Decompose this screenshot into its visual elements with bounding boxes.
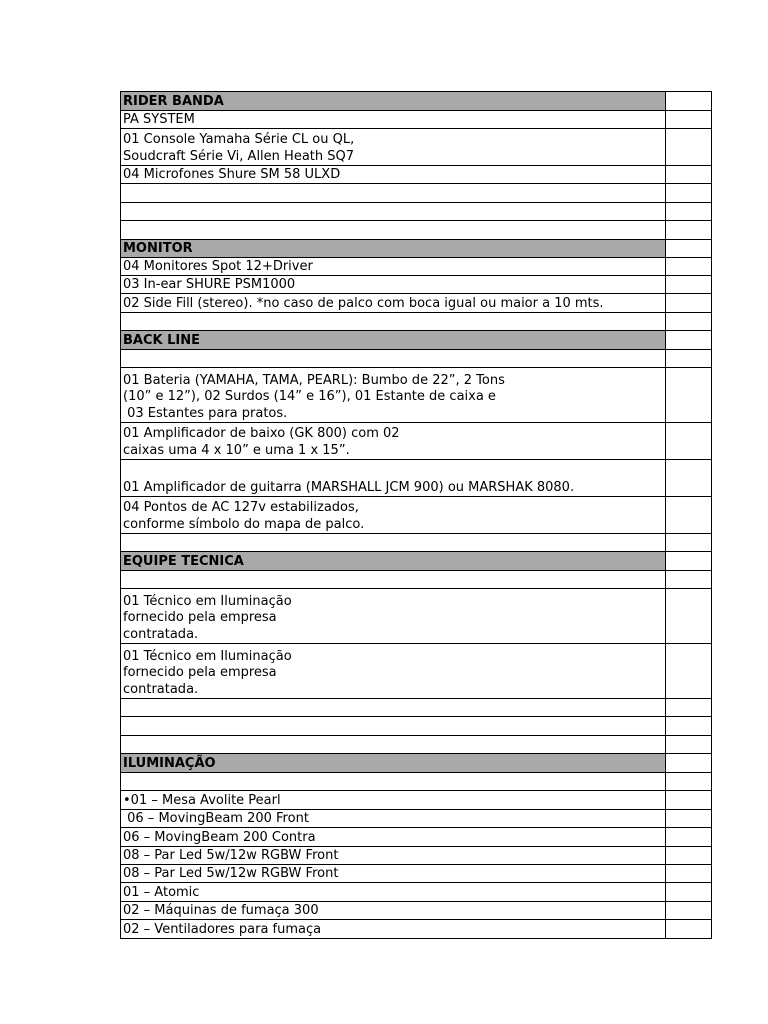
table-row — [121, 883, 712, 902]
check-cell — [666, 736, 712, 754]
item-cell: 01 Amplificador de guitarra (MARSHALL JCM 900) ou MARSHAK 8080. — [121, 460, 666, 497]
section-header-row — [121, 240, 712, 258]
check-cell — [666, 865, 712, 883]
section-header-cell: EQUIPE TECNICA — [121, 552, 666, 571]
item-cell — [121, 184, 666, 203]
check-cell — [666, 276, 712, 294]
item-cell: 01 – Atomic — [121, 883, 666, 902]
section-header-cell: RIDER BANDA — [121, 92, 666, 111]
check-cell — [666, 331, 712, 350]
item-cell: 08 – Par Led 5w/12w RGBW Front — [121, 865, 666, 883]
check-cell — [666, 828, 712, 847]
check-cell — [666, 773, 712, 791]
check-cell — [666, 92, 712, 111]
table-row — [121, 534, 712, 552]
table-row — [121, 589, 712, 644]
table-row — [121, 276, 712, 294]
item-cell: 08 – Par Led 5w/12w RGBW Front — [121, 847, 666, 865]
item-cell: 02 Side Fill (stereo). *no caso de palco com boca igual ou maior a 10 mts. — [121, 294, 666, 313]
check-cell — [666, 902, 712, 920]
table-row — [121, 368, 712, 423]
check-cell — [666, 203, 712, 221]
table-row — [121, 313, 712, 331]
check-cell — [666, 129, 712, 166]
item-cell — [121, 736, 666, 754]
check-cell — [666, 221, 712, 240]
check-cell — [666, 368, 712, 423]
check-cell — [666, 313, 712, 331]
check-cell — [666, 111, 712, 129]
section-header-cell: MONITOR — [121, 240, 666, 258]
table-row — [121, 699, 712, 717]
check-cell — [666, 240, 712, 258]
check-cell — [666, 810, 712, 828]
check-cell — [666, 920, 712, 939]
check-cell — [666, 791, 712, 810]
check-cell — [666, 460, 712, 497]
table-row — [121, 497, 712, 534]
item-cell: 06 – MovingBeam 200 Front — [121, 810, 666, 828]
table-row — [121, 258, 712, 276]
item-cell — [121, 571, 666, 589]
item-cell: 01 Amplificador de baixo (GK 800) com 02 caixas uma 4 x 10” e uma 1 x 15”. — [121, 423, 666, 460]
item-cell: PA SYSTEM — [121, 111, 666, 129]
table-row — [121, 221, 712, 240]
table-row — [121, 166, 712, 184]
rider-table — [120, 91, 712, 939]
item-cell — [121, 717, 666, 736]
item-cell: 04 Microfones Shure SM 58 ULXD — [121, 166, 666, 184]
check-cell — [666, 589, 712, 644]
section-header-cell: ILUMINAÇÃO — [121, 754, 666, 773]
item-cell: 06 – MovingBeam 200 Contra — [121, 828, 666, 847]
check-cell — [666, 883, 712, 902]
check-cell — [666, 754, 712, 773]
item-cell: 01 Console Yamaha Série CL ou QL, Soudcraft Série Vi, Allen Heath SQ7 — [121, 129, 666, 166]
table-row — [121, 717, 712, 736]
item-cell: 02 – Máquinas de fumaça 300 — [121, 902, 666, 920]
check-cell — [666, 166, 712, 184]
item-cell — [121, 313, 666, 331]
section-header-row — [121, 331, 712, 350]
item-cell: 01 Bateria (YAMAHA, TAMA, PEARL): Bumbo de 22”, 2 Tons (10” e 12”), 02 Surdos (14” e 16”), 01 Estante de caixa e 03 Estantes para pratos. — [121, 368, 666, 423]
table-row — [121, 111, 712, 129]
check-cell — [666, 717, 712, 736]
check-cell — [666, 423, 712, 460]
check-cell — [666, 350, 712, 368]
table-row — [121, 791, 712, 810]
table-row — [121, 865, 712, 883]
item-cell — [121, 534, 666, 552]
check-cell — [666, 552, 712, 571]
item-cell: 01 Técnico em Iluminação fornecido pela empresa contratada. — [121, 589, 666, 644]
item-cell — [121, 773, 666, 791]
item-cell — [121, 699, 666, 717]
section-header-row — [121, 552, 712, 571]
table-row — [121, 828, 712, 847]
item-cell: 01 Técnico em Iluminação fornecido pela empresa contratada. — [121, 644, 666, 699]
rider-table-body — [121, 92, 712, 939]
item-cell — [121, 221, 666, 240]
check-cell — [666, 571, 712, 589]
item-cell: 04 Pontos de AC 127v estabilizados, conforme símbolo do mapa de palco. — [121, 497, 666, 534]
item-cell — [121, 203, 666, 221]
check-cell — [666, 184, 712, 203]
check-cell — [666, 847, 712, 865]
item-cell: 02 – Ventiladores para fumaça — [121, 920, 666, 939]
table-row — [121, 644, 712, 699]
table-row — [121, 423, 712, 460]
item-cell — [121, 350, 666, 368]
check-cell — [666, 294, 712, 313]
table-row — [121, 129, 712, 166]
check-cell — [666, 644, 712, 699]
table-row — [121, 736, 712, 754]
table-row — [121, 920, 712, 939]
table-row — [121, 902, 712, 920]
section-header-row — [121, 92, 712, 111]
table-row — [121, 460, 712, 497]
table-row — [121, 810, 712, 828]
table-row — [121, 294, 712, 313]
table-row — [121, 350, 712, 368]
check-cell — [666, 699, 712, 717]
section-header-row — [121, 754, 712, 773]
check-cell — [666, 534, 712, 552]
check-cell — [666, 497, 712, 534]
table-row — [121, 773, 712, 791]
item-cell: •01 – Mesa Avolite Pearl — [121, 791, 666, 810]
table-row — [121, 847, 712, 865]
item-cell: 03 In-ear SHURE PSM1000 — [121, 276, 666, 294]
table-row — [121, 184, 712, 203]
check-cell — [666, 258, 712, 276]
table-row — [121, 203, 712, 221]
section-header-cell: BACK LINE — [121, 331, 666, 350]
table-row — [121, 571, 712, 589]
item-cell: 04 Monitores Spot 12+Driver — [121, 258, 666, 276]
